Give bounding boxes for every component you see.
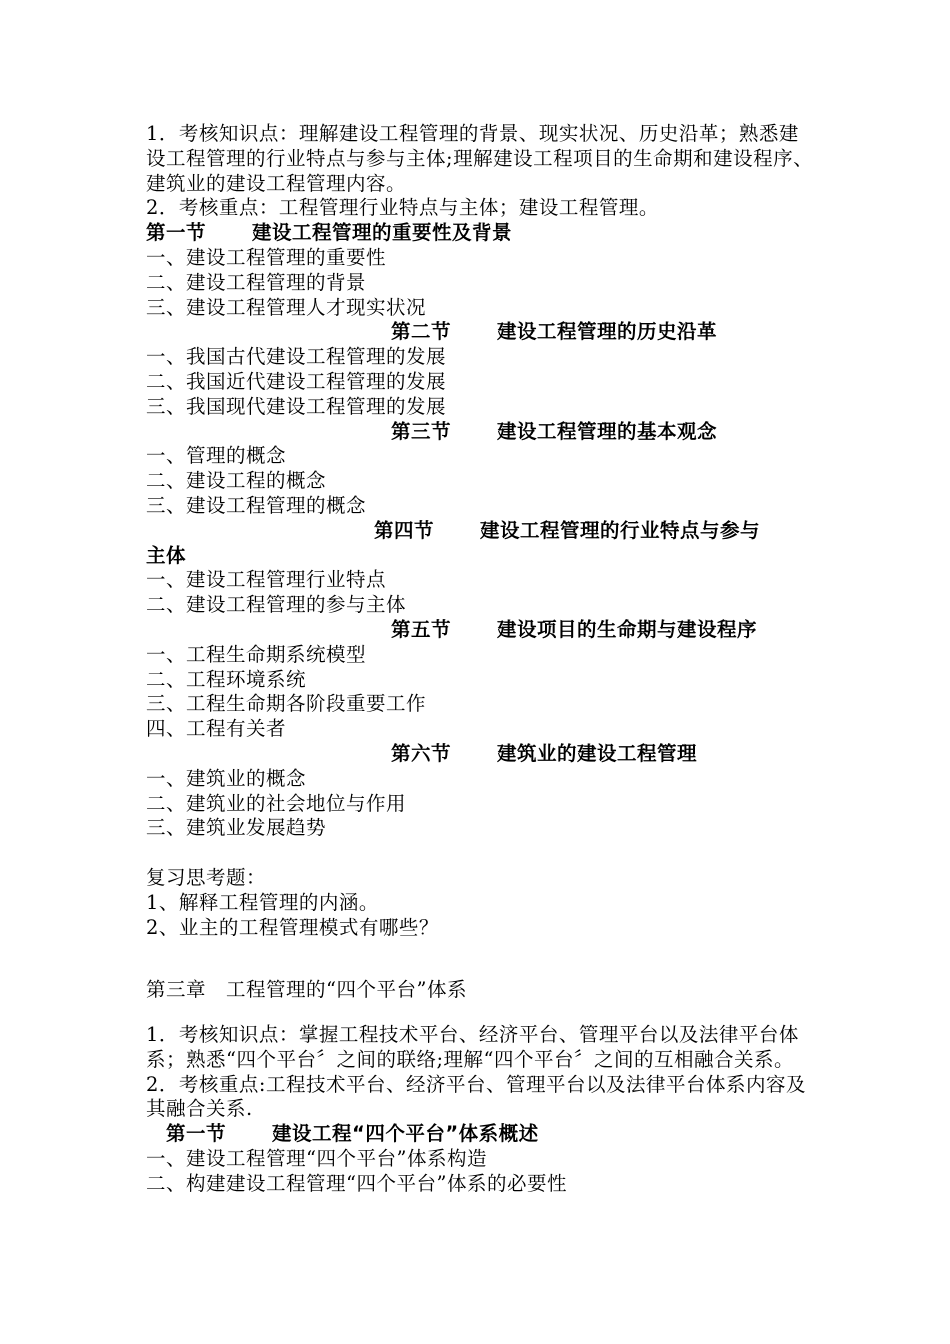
section-number: 第四节 (374, 518, 435, 542)
section-heading (146, 221, 816, 246)
chapter-heading: 第三章 工程管理的“四个平台”体系 (146, 978, 467, 1002)
list-item: 一、建设工程管理“四个平台”体系构造 (146, 1147, 487, 1171)
section-number: 第一节 (146, 221, 207, 245)
section-title: 建设工程管理的行业特点与参与 (480, 518, 761, 542)
list-item: 二、建设工程管理的参与主体 (146, 593, 407, 617)
section-title: 建设工程管理的历史沿革 (497, 320, 718, 344)
list-item: 一、建设工程管理行业特点 (146, 568, 387, 592)
section-number: 第六节 (391, 741, 452, 765)
list-item: 三、建筑业发展趋势 (146, 816, 327, 840)
ch3-key-points: 2．考核重点:工程技术平台、经济平台、管理平台以及法律平台体系内容及其融合关系. (146, 1072, 806, 1121)
section-heading (146, 519, 816, 544)
section-heading (146, 618, 816, 643)
section-heading (146, 420, 816, 445)
list-item: 二、构建建设工程管理“四个平台”体系的必要性 (146, 1171, 567, 1195)
section-heading (146, 320, 816, 345)
review-title: 复习思考题： (146, 865, 267, 889)
spacer (146, 1003, 816, 1023)
list-item: 四、工程有关者 (146, 717, 287, 741)
list-item: 三、我国现代建设工程管理的发展 (146, 394, 447, 418)
list-item: 二、我国近代建设工程管理的发展 (146, 369, 447, 393)
document-page (146, 122, 816, 1197)
section-number: 第一节 (166, 1122, 227, 1146)
list-item: 二、工程环境系统 (146, 667, 307, 691)
list-item: 三、建设工程管理人才现实状况 (146, 295, 427, 319)
section-number: 第三节 (391, 419, 452, 443)
section-title: 建设工程管理的重要性及背景 (252, 221, 513, 245)
section-title: 建筑业的建设工程管理 (497, 741, 698, 765)
list-item: 一、我国古代建设工程管理的发展 (146, 345, 447, 369)
list-item: 二、建筑业的社会地位与作用 (146, 791, 407, 815)
section-title: 建设工程“四个平台”体系概述 (272, 1122, 539, 1146)
ch2-knowledge-points: 1．考核知识点：理解建设工程管理的背景、现实状况、历史沿革；熟悉建设工程管理的行业特点与参与主体;理解建设工程项目的生命期和建设程序、建筑业的建设工程管理内容。 (146, 122, 814, 195)
section-number: 第五节 (391, 617, 452, 641)
section-title-continuation: 主体 (146, 543, 187, 567)
section-heading (146, 742, 816, 767)
review-question: 1、解释工程管理的内涵。 (146, 890, 379, 914)
list-item: 三、工程生命期各阶段重要工作 (146, 692, 427, 716)
ch3-knowledge-points: 1．考核知识点：掌握工程技术平台、经济平台、管理平台以及法律平台体系；熟悉“四个平台〞之间的联络;理解“四个平台〞之间的互相融合关系。 (146, 1023, 799, 1071)
ch2-key-points: 2．考核重点：工程管理行业特点与主体；建设工程管理。 (146, 196, 659, 220)
list-item: 二、建设工程管理的背景 (146, 270, 367, 294)
spacer (146, 940, 816, 978)
section-title: 建设工程管理的基本观念 (497, 419, 718, 443)
list-item: 三、建设工程管理的概念 (146, 493, 367, 517)
section-title: 建设项目的生命期与建设程序 (497, 617, 758, 641)
list-item: 一、工程生命期系统模型 (146, 642, 367, 666)
list-item: 一、建设工程管理的重要性 (146, 245, 387, 269)
list-item: 一、管理的概念 (146, 444, 287, 468)
list-item: 二、建设工程的概念 (146, 469, 327, 493)
spacer (146, 841, 816, 866)
section-heading (146, 1122, 816, 1147)
list-item: 一、建筑业的概念 (146, 766, 307, 790)
review-question: 2、业主的工程管理模式有哪些？ (146, 915, 439, 939)
section-number: 第二节 (391, 320, 452, 344)
